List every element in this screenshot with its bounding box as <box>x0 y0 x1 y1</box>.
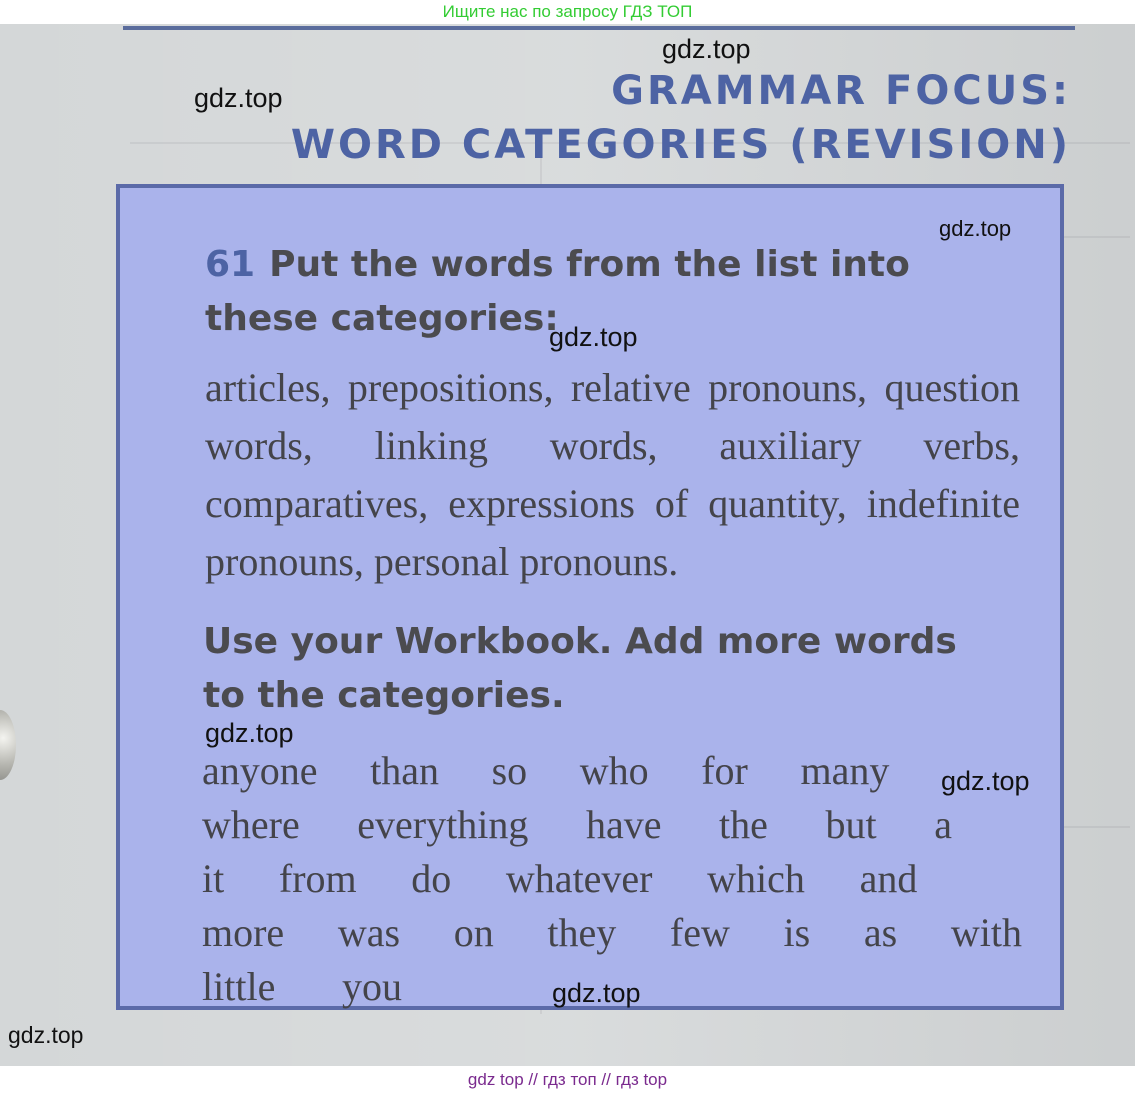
word-item: do <box>411 856 452 901</box>
word-item: whatever <box>505 856 653 901</box>
word-item: more <box>202 910 285 955</box>
workbook-instruction: Use your Workbook. Add more words to the categories. <box>203 621 957 716</box>
watermark-label: gdz.top <box>941 766 1030 796</box>
word-item: from <box>278 856 357 901</box>
word-row <box>202 744 1022 798</box>
top-banner[interactable]: Ищите нас по запросу ГДЗ ТОП <box>0 0 1135 24</box>
watermark-label: gdz.top <box>939 216 1012 241</box>
binder-hole <box>0 710 16 780</box>
section-heading-line1: GRAMMAR FOCUS: <box>611 68 1071 114</box>
word-item: so <box>491 748 528 793</box>
word-item: who <box>579 748 649 793</box>
watermark-label: gdz.top <box>194 83 283 113</box>
word-item: but <box>825 802 877 847</box>
word-item: where <box>202 802 300 847</box>
word-row <box>202 960 402 1014</box>
word-row <box>202 852 1022 906</box>
word-row <box>202 906 1022 960</box>
watermark-label: gdz.top <box>552 978 641 1008</box>
bottom-link-bar[interactable]: gdz top // гдз топ // гдз top <box>0 1066 1135 1094</box>
section-heading-line2: WORD CATEGORIES (REVISION) <box>290 122 1071 168</box>
watermark-label: gdz.top <box>662 34 751 64</box>
word-item: and <box>859 856 918 901</box>
word-item: for <box>701 748 748 793</box>
categories-list: articles, prepositions, relative pronouns, question words, linking words, auxiliary verbs, comparatives, expressions of quantity, indefinite pronouns, personal pronouns. <box>205 365 1020 584</box>
word-item: is <box>783 910 811 955</box>
word-item: a <box>934 802 952 847</box>
word-item: everything <box>357 802 529 847</box>
word-item: with <box>950 910 1022 955</box>
word-item: which <box>707 856 805 901</box>
word-row <box>202 798 952 852</box>
top-rule-divider <box>123 26 1075 30</box>
word-item: have <box>585 802 662 847</box>
word-item: anyone <box>202 748 318 793</box>
word-item: you <box>342 964 402 1009</box>
word-item: few <box>669 910 730 955</box>
word-item: it <box>202 856 225 901</box>
watermark-label: gdz.top <box>205 718 294 748</box>
word-item: than <box>370 748 439 793</box>
word-item: the <box>719 802 768 847</box>
watermark-label: gdz.top <box>549 322 638 352</box>
word-list <box>202 744 1022 1014</box>
word-item: many <box>800 748 890 793</box>
word-item: they <box>547 910 617 955</box>
word-item: on <box>453 910 494 955</box>
word-item: as <box>863 910 898 955</box>
word-item: was <box>337 910 401 955</box>
watermark-label: gdz.top <box>8 1022 84 1048</box>
word-item: little <box>202 964 276 1009</box>
exercise-title-text: Put the words from the list into these categories: <box>205 244 910 339</box>
word-spacer <box>972 852 1022 906</box>
exercise-number: 61 <box>205 244 256 285</box>
